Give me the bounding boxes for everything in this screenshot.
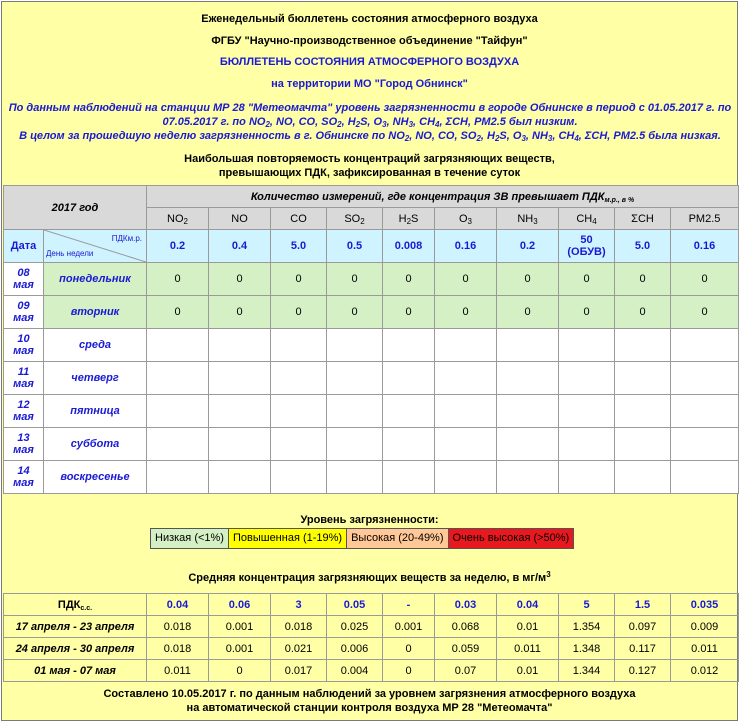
compiled-note-line-1: Составлено 10.05.2017 г. по данным наблюдений за уровнем загрязнения атмосферного воздуха — [103, 688, 636, 700]
pdk-max-value: 50 (ОБУВ) — [559, 230, 615, 263]
pdk-daily-value: 0.03 — [435, 594, 497, 616]
exceedance-cell — [671, 428, 739, 461]
day-date: 12 мая — [4, 395, 44, 428]
average-value: 0.01 — [497, 660, 559, 682]
average-row — [4, 660, 739, 682]
exceedance-cell — [327, 428, 383, 461]
exceedance-cell: 0 — [497, 263, 559, 296]
average-value: 0.001 — [209, 638, 271, 660]
exceedance-cell — [147, 362, 209, 395]
average-value: 0.017 — [271, 660, 327, 682]
summary-paragraph-1: По данным наблюдений на станции МР 28 "Метеомачта" уровень загрязненности в городе Обнинске в период с 01.05.2017 г. по 07.05.2017 г. по $NO_2$, NO, CO, $SO_2$, $H_2S$, $O_3$, $NH_3$, $CH_4$, ΣCH, PM2.5 был низким. — [8, 102, 732, 129]
exceedance-cell: 0 — [615, 296, 671, 329]
day-row — [4, 395, 739, 428]
average-value: 0.097 — [615, 616, 671, 638]
exceedance-cell — [209, 428, 271, 461]
exceedance-cell — [615, 428, 671, 461]
exceedance-cell — [671, 362, 739, 395]
average-value: 0.025 — [327, 616, 383, 638]
average-value: 0.006 — [327, 638, 383, 660]
exceedance-cell: 0 — [209, 263, 271, 296]
pdk-daily-value: - — [383, 594, 435, 616]
day-name: среда — [44, 329, 147, 362]
pdk-max-row — [4, 230, 739, 263]
exceedance-cell: 0 — [327, 263, 383, 296]
pdk-max-value: 0.2 — [497, 230, 559, 263]
weekly-average-table — [3, 593, 739, 682]
average-value: 0.012 — [671, 660, 739, 682]
exceedance-cell — [435, 461, 497, 494]
exceedance-cell — [147, 428, 209, 461]
exceedance-cell: 0 — [615, 263, 671, 296]
date-label: Дата — [4, 230, 44, 263]
exceedance-cell: 0 — [671, 296, 739, 329]
exceedance-cell — [209, 362, 271, 395]
average-value: 0.011 — [671, 638, 739, 660]
average-value: 0.059 — [435, 638, 497, 660]
pdk-daily-value: 5 — [559, 594, 615, 616]
exceedance-cell — [147, 461, 209, 494]
pdk-daily-row — [4, 594, 739, 616]
pdk-max-value: 0.4 — [209, 230, 271, 263]
average-value: 1.344 — [559, 660, 615, 682]
exceedance-cell — [147, 329, 209, 362]
exceedance-cell: 0 — [383, 296, 435, 329]
pdk-max-value: 0.16 — [435, 230, 497, 263]
exceedance-cell — [383, 428, 435, 461]
legend-item: Высокая (20-49%) — [347, 529, 448, 548]
pollution-level-legend — [150, 528, 574, 549]
average-value: 0 — [383, 660, 435, 682]
day-name: суббота — [44, 428, 147, 461]
pollutant-list-1: $NO_2$, NO, CO, $SO_2$, $H_2S$, $O_3$, $NH_3$, $CH_4$, ΣCH, PM2.5 — [248, 116, 506, 129]
day-row — [4, 263, 739, 296]
exceedance-cell — [271, 461, 327, 494]
compiled-note-line-2: на автоматической станции контроля воздуха МР 28 "Метеомачта" — [186, 702, 553, 714]
day-date: 11 мая — [4, 362, 44, 395]
pdk-max-value: 0.008 — [383, 230, 435, 263]
count-header: Количество измерений, где концентрация ЗВ превышает ПДКм.р., в % — [147, 186, 739, 208]
pollutant-header: $NO_2$ — [147, 208, 209, 230]
exceedance-cell — [615, 329, 671, 362]
day-date: 09 мая — [4, 296, 44, 329]
day-name: пятница — [44, 395, 147, 428]
average-value: 1.348 — [559, 638, 615, 660]
average-value: 0.018 — [271, 616, 327, 638]
legend-title: Уровень загрязненности: — [300, 514, 439, 526]
exceedance-cell — [327, 395, 383, 428]
period-label: 01 мая - 07 мая — [4, 660, 147, 682]
exceedance-cell — [435, 329, 497, 362]
day-row — [4, 362, 739, 395]
average-value: 0.018 — [147, 616, 209, 638]
exceedance-cell — [497, 362, 559, 395]
average-value: 0.021 — [271, 638, 327, 660]
day-date: 13 мая — [4, 428, 44, 461]
pdk-max-value: 5.0 — [271, 230, 327, 263]
exceedance-cell — [383, 329, 435, 362]
average-row — [4, 638, 739, 660]
period-label: 24 апреля - 30 апреля — [4, 638, 147, 660]
exceedance-cell — [497, 428, 559, 461]
exceedance-cell: 0 — [671, 263, 739, 296]
repeat-title-1: Наибольшая повторяемость концентраций загрязняющих веществ, — [184, 153, 555, 165]
average-value: 0.117 — [615, 638, 671, 660]
pollutant-header: ΣCH — [615, 208, 671, 230]
exceedance-cell — [559, 428, 615, 461]
bulletin-sheet — [1, 1, 738, 721]
year-label: 2017 год — [4, 186, 147, 230]
day-name: вторник — [44, 296, 147, 329]
territory-name: на территории МО "Город Обнинск" — [271, 78, 468, 90]
exceedance-cell: 0 — [435, 296, 497, 329]
exceedance-cell: 0 — [209, 296, 271, 329]
average-value: 0.001 — [209, 616, 271, 638]
pollutant-header: NO — [209, 208, 271, 230]
average-value: 1.354 — [559, 616, 615, 638]
exceedance-cell — [271, 329, 327, 362]
exceedance-cell — [615, 362, 671, 395]
average-row — [4, 616, 739, 638]
average-value: 0.004 — [327, 660, 383, 682]
exceedance-cell — [327, 329, 383, 362]
average-value: 0.001 — [383, 616, 435, 638]
average-value: 0.018 — [147, 638, 209, 660]
exceedance-cell — [147, 395, 209, 428]
pdk-daily-value: 0.04 — [497, 594, 559, 616]
exceedance-cell — [327, 362, 383, 395]
exceedance-cell — [497, 329, 559, 362]
exceedance-cell — [271, 362, 327, 395]
exceedance-cell — [497, 461, 559, 494]
pdk-max-value: 0.5 — [327, 230, 383, 263]
pdk-max-value: 0.16 — [671, 230, 739, 263]
day-date: 14 мая — [4, 461, 44, 494]
day-date: 08 мая — [4, 263, 44, 296]
exceedance-cell: 0 — [271, 263, 327, 296]
average-value: 0 — [383, 638, 435, 660]
legend-item: Низкая (<1%) — [151, 529, 229, 548]
exceedance-cell — [383, 461, 435, 494]
exceedance-cell — [615, 395, 671, 428]
exceedance-cell — [671, 461, 739, 494]
compiled-note — [2, 687, 737, 715]
exceedance-cell — [435, 395, 497, 428]
summary-text — [6, 101, 734, 143]
pdk-daily-value: 1.5 — [615, 594, 671, 616]
pdk-day-corner — [44, 230, 147, 263]
pollutant-header: $NH_3$ — [497, 208, 559, 230]
day-row — [4, 329, 739, 362]
exceedance-cell: 0 — [497, 296, 559, 329]
corner-pdk-label: ПДКм.р. — [111, 234, 142, 243]
exceedance-cell — [559, 362, 615, 395]
exceedance-cell — [559, 329, 615, 362]
average-value: 0.011 — [147, 660, 209, 682]
exceedance-cell — [383, 395, 435, 428]
day-row — [4, 461, 739, 494]
exceedance-cell — [209, 395, 271, 428]
exceedance-cell: 0 — [147, 296, 209, 329]
exceedance-cell — [671, 395, 739, 428]
pdk-daily-value: 0.035 — [671, 594, 739, 616]
pdk-max-value: 0.2 — [147, 230, 209, 263]
average-value: 0.07 — [435, 660, 497, 682]
average-value: 0.009 — [671, 616, 739, 638]
pdk-daily-value: 0.04 — [147, 594, 209, 616]
pollutant-header: $O_3$ — [435, 208, 497, 230]
exceedance-cell: 0 — [327, 296, 383, 329]
pollutant-header: PM2.5 — [671, 208, 739, 230]
pollutant-list-2: $NO_2$, NO, CO, $SO_2$, $H_2S$, $O_3$, $NH_3$, $CH_4$, ΣCH, PM2.5 — [388, 130, 646, 143]
exceedance-cell — [559, 461, 615, 494]
exceedance-cell: 0 — [559, 263, 615, 296]
exceedance-cell — [271, 428, 327, 461]
average-value: 0.127 — [615, 660, 671, 682]
average-value: 0.01 — [497, 616, 559, 638]
average-value: 0.068 — [435, 616, 497, 638]
exceedance-cell — [435, 362, 497, 395]
bulletin-heading: Еженедельный бюллетень состояния атмосферного воздуха — [201, 13, 538, 25]
organization-name: ФГБУ "Научно-производственное объединение "Тайфун" — [211, 35, 528, 47]
summary-paragraph-2: В целом за прошедшую неделю загрязненность в г. Обнинске по $NO_2$, NO, CO, $SO_2$, $H_2S$, $O_3$, $NH_3$, $CH_4$, ΣCH, PM2.5 была низкая. — [19, 130, 721, 143]
pdk-daily-label: ПДКс.с. — [4, 594, 147, 616]
exceedance-cell — [327, 461, 383, 494]
exceedance-cell — [435, 428, 497, 461]
exceedance-cell: 0 — [271, 296, 327, 329]
exceedance-cell: 0 — [559, 296, 615, 329]
average-value: 0.011 — [497, 638, 559, 660]
day-name: понедельник — [44, 263, 147, 296]
period-label: 17 апреля - 23 апреля — [4, 616, 147, 638]
pdk-daily-value: 0.05 — [327, 594, 383, 616]
exceedance-cell: 0 — [147, 263, 209, 296]
legend-item: Повышенная (1-19%) — [229, 529, 347, 548]
exceedance-cell: 0 — [435, 263, 497, 296]
pollutant-header: $CH_4$ — [559, 208, 615, 230]
pollutant-header: $H_2S$ — [383, 208, 435, 230]
exceedance-cell — [209, 461, 271, 494]
day-name: воскресенье — [44, 461, 147, 494]
daily-exceedance-table — [3, 185, 739, 494]
pollutant-header: $SO_2$ — [327, 208, 383, 230]
day-name: четверг — [44, 362, 147, 395]
day-date: 10 мая — [4, 329, 44, 362]
pdk-daily-value: 3 — [271, 594, 327, 616]
exceedance-cell — [497, 395, 559, 428]
pollutant-header: CO — [271, 208, 327, 230]
day-row — [4, 428, 739, 461]
day-row — [4, 296, 739, 329]
exceedance-cell — [671, 329, 739, 362]
exceedance-cell — [271, 395, 327, 428]
exceedance-cell — [615, 461, 671, 494]
pdk-max-value: 5.0 — [615, 230, 671, 263]
bulletin-title: БЮЛЛЕТЕНЬ СОСТОЯНИЯ АТМОСФЕРНОГО ВОЗДУХА — [219, 56, 520, 68]
average-concentration-title: Средняя концентрация загрязняющих веществ за неделю, в $мг/м^3$ — [188, 570, 551, 584]
exceedance-cell — [559, 395, 615, 428]
exceedance-cell: 0 — [383, 263, 435, 296]
repeat-title-2: превышающих ПДК, зафиксированная в течение суток — [218, 167, 521, 179]
legend-item: Очень высокая (>50%) — [449, 529, 574, 548]
exceedance-cell — [209, 329, 271, 362]
average-value: 0 — [209, 660, 271, 682]
pdk-daily-value: 0.06 — [209, 594, 271, 616]
exceedance-cell — [383, 362, 435, 395]
corner-day-label: День недели — [46, 249, 94, 258]
